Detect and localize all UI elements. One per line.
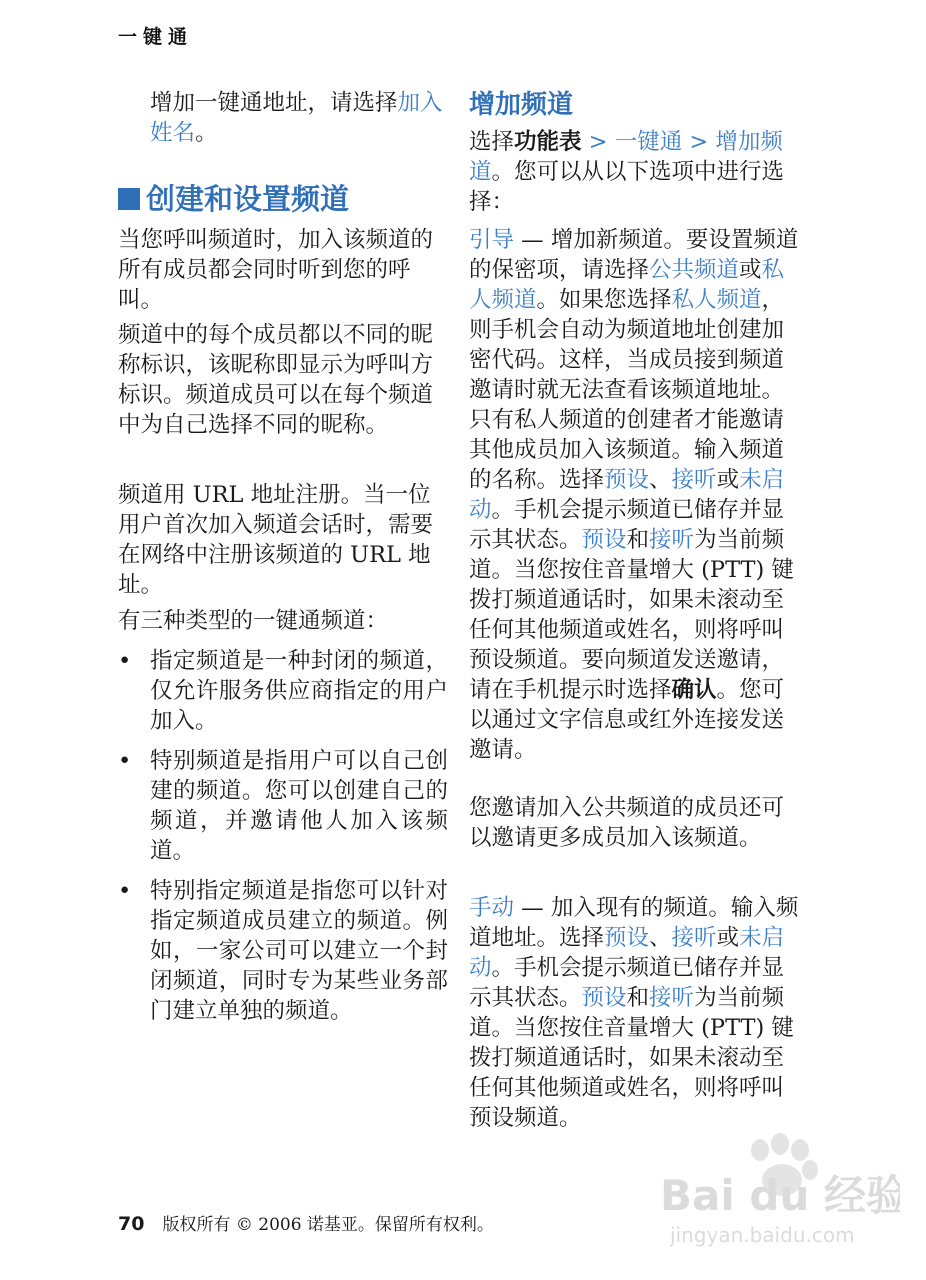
ptt-menu-link[interactable]: 一键通: [614, 129, 683, 155]
manual-paragraph: 手动 — 加入现有的频道。输入频道地址。选择预设、接听或未启动。手机会提示频道已储存并显示其状态。预设和接听为当前频道。当您按住音量增大 (PTT) 键拨打频道通话时，如果未滚动至任何其他频道或姓名，则将呼叫预设频道。: [469, 895, 799, 1131]
page-footer: [118, 1210, 494, 1235]
add-name-link[interactable]: 加入姓名: [150, 90, 443, 146]
guide-term[interactable]: 引导: [469, 227, 515, 253]
list-item: • 特别指定频道是指您可以针对指定频道成员建立的频道。例如，一家公司可以建立一个封闭频道，同时专为某些业务部门建立单独的频道。: [118, 878, 448, 1024]
inactive-link[interactable]: 未启动: [469, 467, 785, 523]
intro-paragraph: 增加一键通地址，请选择加入姓名。: [150, 90, 443, 146]
bullet-icon: •: [118, 878, 132, 904]
channel-type-list: [118, 646, 448, 1036]
section-heading: [118, 181, 458, 217]
square-bullet-icon: [118, 188, 140, 210]
guide-paragraph: 引导 — 增加新频道。要设置频道的保密项，请选择公共频道或私人频道。如果您选择私人频道，则手机会自动为频道地址创建加密代码。这样，当成员接到频道邀请时就无法查看该频道地址。只有私人频道的创建者才能邀请其他成员加入该频道。输入频道的名称。选择预设、接听或未启动。手机会提示频道已储存并显示其状态。预设和接听为当前频道。当您按住音量增大 (PTT) 键拨打频道通话时，如果未滚动至任何其他频道或姓名，则将呼叫预设频道。要向频道发送邀请，请在手机提示时选择确认。您可以通过文字信息或红外连接发送邀请。: [469, 227, 799, 763]
page-number: 70: [118, 1213, 145, 1235]
paragraph-2: 频道中的每个成员都以不同的昵称标识，该昵称即显示为呼叫方标识。频道成员可以在每个频道中为自己选择不同的昵称。: [118, 322, 434, 438]
private-channel-link[interactable]: 私人频道: [671, 287, 762, 313]
default-link[interactable]: 预设: [581, 527, 627, 553]
default-link[interactable]: 预设: [604, 467, 650, 493]
add-channel-link[interactable]: 增加频道: [469, 129, 783, 185]
confirm-label: 确认: [671, 677, 717, 703]
bullet-icon: •: [118, 748, 132, 774]
paragraph-3: 频道用 URL 地址注册。当一位用户首次加入频道会话时，需要在网络中注册该频道的 URL 地址。: [118, 482, 434, 598]
default-link[interactable]: 预设: [604, 925, 650, 951]
list-item: • 特别频道是指用户可以自己创建的频道。您可以创建自己的频道，并邀请他人加入该频道。: [118, 748, 448, 864]
paragraph-4: 有三种类型的一键通频道：: [118, 608, 389, 634]
listen-link[interactable]: 接听: [671, 925, 717, 951]
inactive-link[interactable]: 未启动: [469, 925, 785, 981]
guide-extra-paragraph: 您邀请加入公共频道的成员还可以邀请更多成员加入该频道。: [469, 795, 785, 851]
baidu-watermark-logo: [650, 1130, 900, 1250]
section-title: 创建和设置频道: [146, 182, 350, 216]
watermark-brand: Bai du 经验: [660, 1171, 900, 1220]
private-channel-link[interactable]: 私人频道: [469, 257, 785, 313]
bullet-icon: •: [118, 648, 132, 674]
listen-link[interactable]: 接听: [671, 467, 717, 493]
listen-link[interactable]: 接听: [649, 985, 695, 1011]
copyright-text: 版权所有 © 2006 诺基亚。保留所有权利。: [162, 1215, 494, 1235]
subsection-title: 增加频道: [469, 90, 574, 120]
menu-path-paragraph: 选择功能表 > 一键通 > 增加频道。您可以从以下选项中进行选择：: [469, 129, 785, 215]
menu-label: 功能表: [514, 129, 582, 155]
watermark-url: jingyan.baidu.com: [670, 1223, 855, 1247]
running-header: 一键通: [118, 26, 194, 48]
list-item: • 指定频道是一种封闭的频道，仅允许服务供应商指定的用户加入。: [118, 648, 448, 734]
public-channel-link[interactable]: 公共频道: [649, 257, 740, 283]
listen-link[interactable]: 接听: [649, 527, 695, 553]
default-link[interactable]: 预设: [581, 985, 627, 1011]
manual-term[interactable]: 手动: [469, 895, 515, 921]
baidu-paw-icon: [650, 1130, 900, 1250]
paragraph-1: 当您呼叫频道时，加入该频道的所有成员都会同时听到您的呼叫。: [118, 227, 434, 313]
